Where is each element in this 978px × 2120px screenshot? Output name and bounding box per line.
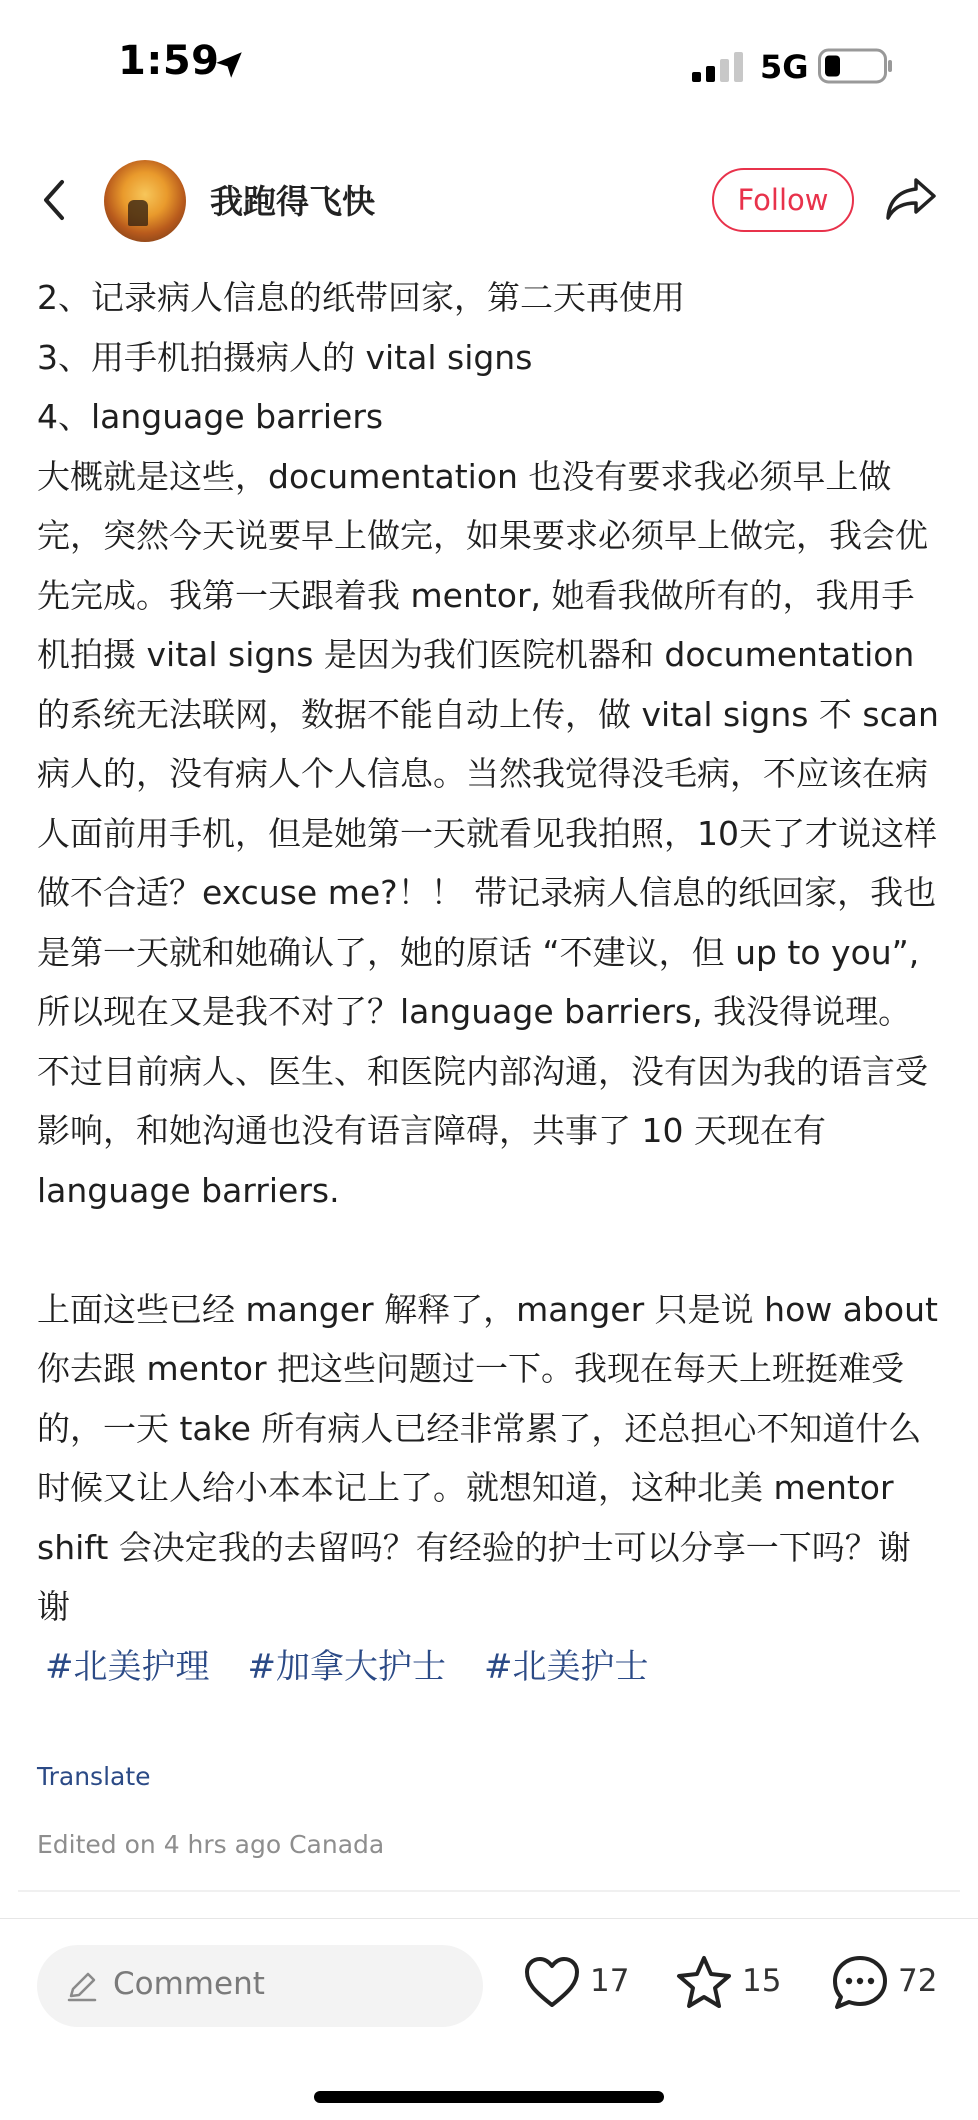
- comment-count: 72: [898, 1963, 938, 1999]
- tag-list: [37, 1637, 941, 1697]
- share-icon[interactable]: [884, 174, 938, 224]
- post-paragraph: 上面这些已经 manger 解释了，manger 只是说 how about 你去跟 mentor 把这些问题过一下。我现在每天上班挺难受的，一天 take 所有病人已经非常累了，还总担心不知道什么时候又让人给小本本记上了。就想知道，这种北美 mentor shift 会决定我的去留吗？有经验的护士可以分享一下吗？谢谢: [37, 1289, 938, 1626]
- divider: [18, 1890, 960, 1892]
- star-icon: [674, 1953, 734, 2013]
- follow-button[interactable]: Follow: [712, 168, 854, 232]
- author-name[interactable]: 我跑得飞快: [210, 182, 375, 221]
- comment-placeholder: Comment: [113, 1966, 265, 2002]
- hashtag[interactable]: #加拿大护士: [247, 1646, 446, 1687]
- post-body: [37, 268, 941, 1697]
- post-line: 3、用手机拍摄病人的 vital signs: [37, 337, 533, 377]
- network-type: 5G: [760, 48, 809, 86]
- avatar[interactable]: [104, 160, 186, 242]
- post-header: [0, 150, 978, 250]
- hashtag[interactable]: #北美护理: [45, 1646, 210, 1687]
- translate-link[interactable]: Translate: [37, 1762, 151, 1791]
- favorite-count: 15: [742, 1963, 782, 1999]
- post-paragraph: 大概就是这些，documentation 也没有要求我必须早上做完，突然今天说要早上做完，如果要求必须早上做完，我会优先完成。我第一天跟着我 mentor, 她看我做所有的，我用手机拍摄 vital signs 是因为我们医院机器和 documentation 的系统无法联网，数据不能自动上传，做 vital signs 不 scan 病人的，没有病人个人信息。当然我觉得没毛病，不应该在病人面前用手机，但是她第一天就看见我拍照，10天了才说这样做不合适？excuse me?！！ 带记录病人信息的纸回家，我也是第一天就和她确认了，她的原话 “不建议，但 up to you”, 所以现在又是我不对了？language barriers, 我没得说理。不过目前病人、医生、和医院内部沟通，没有因为我的语言受影响，和她沟通也没有语言障碍，共事了 10 天现在有 language barriers.: [37, 456, 939, 1210]
- edited-info: Edited on 4 hrs ago Canada: [37, 1830, 385, 1859]
- hashtag[interactable]: #北美护士: [484, 1646, 649, 1687]
- post-line: 2、记录病人信息的纸带回家，第二天再使用: [37, 278, 685, 317]
- back-arrow-icon[interactable]: [36, 176, 72, 224]
- status-bar: [0, 0, 978, 120]
- bottom-action-bar: [0, 1918, 978, 2120]
- heart-icon: [522, 1953, 582, 2013]
- post-line: 4、language barriers: [37, 397, 384, 436]
- location-arrow-icon: [212, 48, 246, 82]
- pencil-icon: [65, 1969, 99, 2003]
- status-time: 1:59: [118, 38, 220, 84]
- comment-input[interactable]: [37, 1945, 483, 2027]
- home-indicator[interactable]: [314, 2091, 664, 2103]
- chat-icon: [830, 1953, 890, 2013]
- like-count: 17: [590, 1963, 630, 1999]
- signal-icon: [692, 52, 746, 82]
- battery-icon: [818, 48, 894, 84]
